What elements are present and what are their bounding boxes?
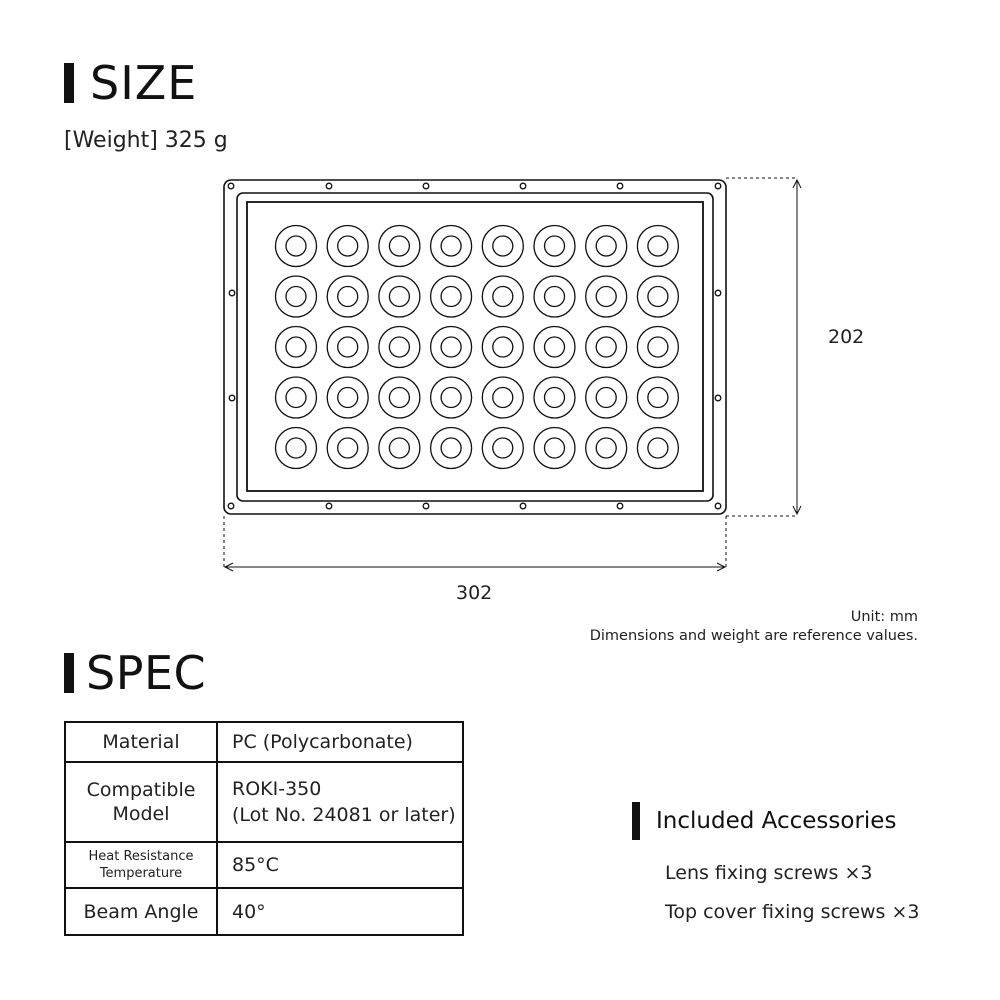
table-row (65, 888, 463, 935)
spec-value-material: PC (Polycarbonate) (217, 722, 463, 762)
screw-hole (715, 503, 721, 509)
screw-hole (326, 503, 332, 509)
lens-outer-ring (379, 327, 420, 368)
lens-outer-ring (534, 327, 575, 368)
heading-bar-icon (632, 802, 640, 840)
list-item: Top cover fixing screws ×3 (665, 901, 920, 923)
lens-inner-ring (648, 236, 668, 256)
lens-outer-ring (637, 377, 678, 418)
lens-outer-ring (431, 276, 472, 317)
lens-outer-ring (637, 428, 678, 469)
lens-inner-ring (338, 438, 358, 458)
lens-inner-ring (596, 236, 616, 256)
list-item: Lens fixing screws ×3 (665, 862, 873, 884)
lens-outer-ring (276, 276, 317, 317)
lens-outer-ring (637, 327, 678, 368)
lens-outer-ring (379, 377, 420, 418)
heat-label-line1: Heat Resistance (88, 849, 194, 864)
lens-inner-ring (441, 438, 461, 458)
lens-inner-ring (596, 337, 616, 357)
lens-inner-ring (596, 287, 616, 307)
spec-value-heat-resistance: 85°C (217, 842, 463, 888)
lens-outer-ring (482, 428, 523, 469)
height-dimension-label: 202 (828, 326, 865, 348)
lens-inner-ring (648, 388, 668, 408)
lens-outer-ring (534, 226, 575, 267)
spec-value-compatible-model (217, 762, 463, 842)
lens-inner-ring (286, 337, 306, 357)
lens-outer-ring (379, 276, 420, 317)
screw-hole (520, 183, 526, 189)
lens-inner-ring (441, 287, 461, 307)
lens-outer-ring (586, 276, 627, 317)
lens-outer-ring (327, 276, 368, 317)
lens-inner-ring (493, 236, 513, 256)
lens-inner-ring (545, 438, 565, 458)
lens-inner-ring (596, 438, 616, 458)
lens-outer-ring (534, 428, 575, 469)
mounting-holes (228, 183, 721, 509)
lens-inner-ring (493, 287, 513, 307)
screw-hole (715, 395, 721, 401)
lens-outer-ring (327, 226, 368, 267)
lens-plate-outline (224, 180, 726, 514)
lens-outer-ring (482, 327, 523, 368)
heat-label-line2: Temperature (99, 866, 183, 881)
screw-hole (617, 183, 623, 189)
screw-hole (326, 183, 332, 189)
lens-grid (276, 226, 679, 469)
screw-hole (423, 503, 429, 509)
lens-inner-ring (648, 337, 668, 357)
width-dimension-label: 302 (456, 582, 493, 604)
accessories-title (632, 802, 896, 840)
screw-hole (229, 395, 235, 401)
screw-hole (520, 503, 526, 509)
lens-inner-ring (286, 287, 306, 307)
lens-inner-ring (338, 236, 358, 256)
lens-inner-ring (493, 388, 513, 408)
heading-bar-icon (64, 653, 74, 693)
spec-section-title (64, 648, 206, 698)
spec-table (64, 721, 464, 936)
lens-outer-ring (586, 377, 627, 418)
lens-inner-ring (493, 438, 513, 458)
lens-inner-ring (389, 438, 409, 458)
lens-outer-ring (379, 428, 420, 469)
lens-outer-ring (534, 276, 575, 317)
lens-inner-ring (596, 388, 616, 408)
weight-label: [Weight] 325 g (64, 128, 228, 153)
dimension-lines (224, 178, 801, 571)
lens-outer-ring (431, 226, 472, 267)
lens-inner-ring (545, 236, 565, 256)
lens-outer-ring (276, 327, 317, 368)
screw-hole (715, 183, 721, 189)
compatible-label-text: Compatible Model (86, 779, 196, 825)
outer-frame (224, 180, 726, 514)
lens-outer-ring (586, 327, 627, 368)
lens-outer-ring (327, 377, 368, 418)
spec-label-compatible-model (65, 762, 217, 842)
screw-hole (617, 503, 623, 509)
accessories-list (665, 858, 920, 936)
lens-outer-ring (586, 428, 627, 469)
lens-outer-ring (431, 428, 472, 469)
lens-inner-ring (493, 337, 513, 357)
table-row (65, 842, 463, 888)
lens-outer-ring (276, 428, 317, 469)
compatible-model-name: ROKI-350 (232, 778, 322, 800)
spec-heading-text: SPEC (86, 646, 207, 700)
unit-note (590, 608, 918, 646)
lens-outer-ring (431, 327, 472, 368)
lens-outer-ring (482, 377, 523, 418)
lens-outer-ring (276, 377, 317, 418)
screw-hole (228, 183, 234, 189)
screw-hole (229, 290, 235, 296)
lens-outer-ring (327, 428, 368, 469)
lens-inner-ring (545, 388, 565, 408)
unit-label: Unit: mm (850, 609, 918, 625)
lens-inner-ring (545, 287, 565, 307)
lens-inner-ring (545, 337, 565, 357)
lens-outer-ring (276, 226, 317, 267)
inner-frame (237, 193, 713, 501)
lens-inner-ring (441, 337, 461, 357)
spec-value-beam-angle: 40° (217, 888, 463, 935)
compatible-model-lot: (Lot No. 24081 or later) (232, 804, 456, 826)
table-row (65, 722, 463, 762)
screw-hole (423, 183, 429, 189)
lens-outer-ring (482, 276, 523, 317)
lens-outer-ring (637, 276, 678, 317)
lens-outer-ring (327, 327, 368, 368)
lens-inner-ring (389, 287, 409, 307)
reference-note: Dimensions and weight are reference values. (589, 628, 918, 644)
lens-inner-ring (338, 287, 358, 307)
table-row (65, 762, 463, 842)
spec-label-heat-resistance (65, 842, 217, 888)
spec-label-beam-angle: Beam Angle (65, 888, 217, 935)
lens-inner-ring (441, 236, 461, 256)
lens-inner-ring (286, 438, 306, 458)
spec-label-material: Material (65, 722, 217, 762)
size-heading-text: SIZE (90, 56, 198, 110)
lens-outer-ring (431, 377, 472, 418)
lens-outer-ring (379, 226, 420, 267)
lens-inner-ring (648, 438, 668, 458)
lens-inner-ring (389, 388, 409, 408)
lens-inner-ring (648, 287, 668, 307)
accessories-heading-text: Included Accessories (656, 808, 897, 834)
lens-panel (247, 202, 703, 491)
lens-inner-ring (338, 388, 358, 408)
lens-outer-ring (637, 226, 678, 267)
lens-inner-ring (441, 388, 461, 408)
lens-outer-ring (482, 226, 523, 267)
lens-inner-ring (389, 337, 409, 357)
screw-hole (715, 290, 721, 296)
lens-inner-ring (389, 236, 409, 256)
lens-inner-ring (286, 236, 306, 256)
screw-hole (228, 503, 234, 509)
lens-inner-ring (286, 388, 306, 408)
lens-inner-ring (338, 337, 358, 357)
lens-outer-ring (586, 226, 627, 267)
lens-outer-ring (534, 377, 575, 418)
